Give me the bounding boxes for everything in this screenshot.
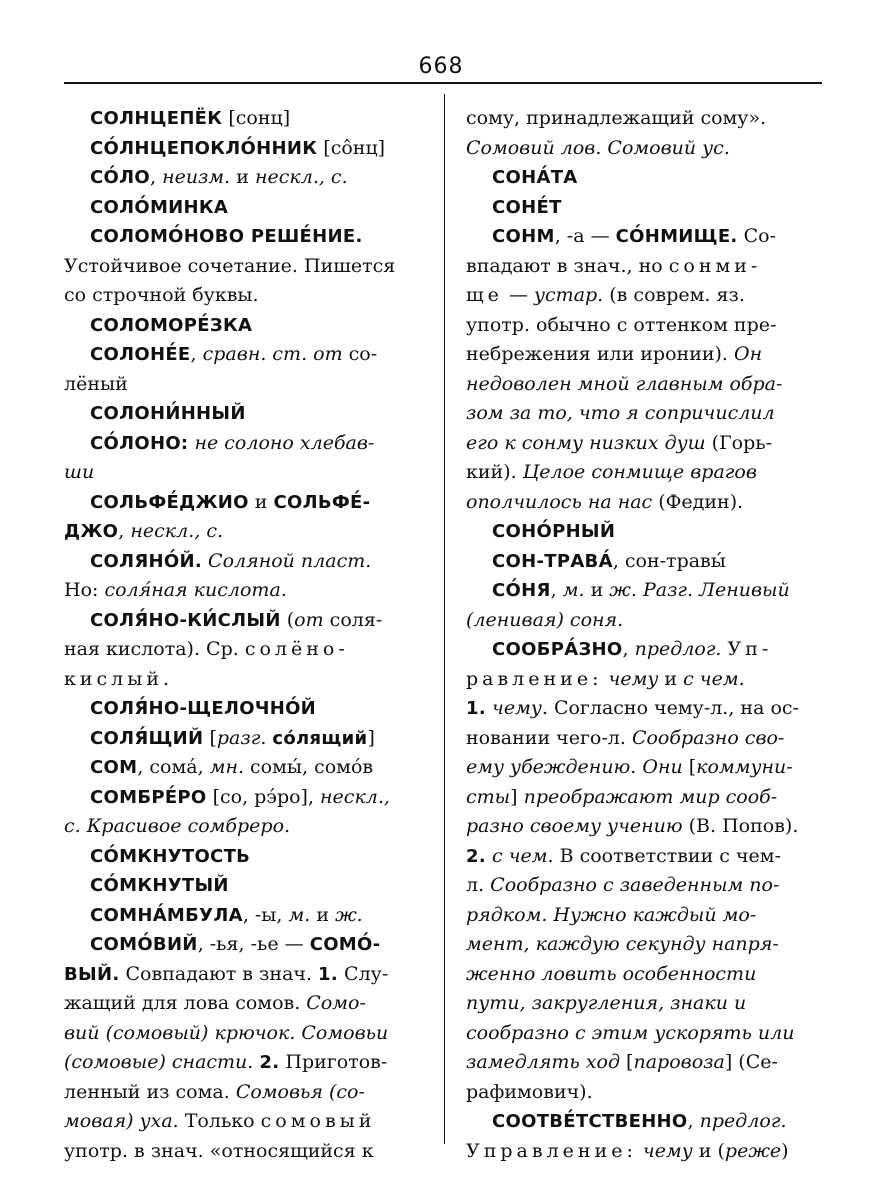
text-run: чему	[642, 1139, 693, 1162]
text-line	[64, 370, 424, 400]
text-run: соля-	[323, 608, 383, 631]
text-line	[466, 753, 826, 783]
text-run: и	[310, 903, 336, 926]
text-run: предлог.	[634, 638, 722, 660]
headword: ВЫЙ.	[64, 963, 120, 985]
text-line	[64, 1078, 424, 1108]
text-run: употр. в знач. «относящийся к	[64, 1139, 374, 1162]
headword: СОЛОМО́НОВО РЕШЕ́НИЕ.	[90, 226, 363, 247]
text-run: Он	[734, 343, 763, 365]
headword: СОМО́ВИЙ	[90, 934, 198, 955]
text-run: устар.	[534, 284, 604, 306]
text-run: л.	[466, 874, 491, 896]
text-run: [сонц]	[222, 107, 291, 129]
text-line	[64, 488, 424, 518]
headword: СОЛНЦЕПЁК	[90, 108, 223, 129]
headword: СОЛЬФЕ́ДЖИО	[90, 491, 249, 513]
text-line	[466, 960, 826, 990]
text-run: ,	[149, 166, 163, 188]
text-run: , сон-травы́	[612, 549, 726, 572]
text-run: ,	[118, 520, 131, 542]
text-line	[64, 930, 424, 960]
text-run: ж.	[335, 903, 363, 926]
text-run: ] (Се-	[724, 1051, 778, 1073]
headword: ДЖО	[64, 521, 119, 542]
text-run: кий).	[466, 461, 523, 483]
text-line	[466, 488, 826, 518]
text-run: нескл., с.	[254, 166, 348, 188]
headword: 1.	[318, 963, 339, 985]
text-line	[64, 635, 424, 665]
text-run: мент, каждую секунду напря-	[466, 933, 779, 955]
text-run: , -а —	[554, 225, 616, 247]
text-line	[466, 576, 826, 606]
text-run: Сообразно сво-	[631, 726, 785, 749]
text-line	[466, 429, 826, 459]
headword: СООБРА́ЗНО	[492, 639, 623, 660]
text-run: Сообразно с заведенным по-	[490, 874, 780, 896]
text-line	[64, 458, 424, 488]
text-run: ополчилось на нас	[466, 490, 653, 513]
text-line	[466, 222, 826, 252]
text-run: м.	[562, 579, 585, 601]
text-line	[466, 783, 826, 813]
text-run: Уп-	[727, 638, 773, 660]
column-divider	[444, 94, 445, 1144]
text-line	[64, 576, 424, 606]
text-run: и	[584, 579, 610, 601]
text-run: Соляной пласт.	[208, 549, 372, 572]
text-line	[64, 1107, 424, 1137]
text-line	[64, 399, 424, 429]
text-run: Сомовья (со-	[235, 1080, 365, 1103]
left-column	[64, 104, 424, 1166]
text-run: коммуни-	[696, 756, 793, 778]
text-run: разно своему учению	[466, 815, 683, 837]
text-run: Но:	[64, 579, 105, 601]
text-run: Слу-	[338, 962, 389, 985]
text-run: ная кислота). Ср.	[64, 638, 245, 660]
text-line	[64, 606, 424, 636]
text-run: рядком. Нужно каждый мо-	[466, 903, 757, 926]
text-line	[466, 606, 826, 636]
text-run: его к сонму низких душ	[466, 431, 706, 454]
text-run: [	[682, 756, 697, 778]
text-run: —	[502, 284, 535, 306]
text-run: Приготов-	[279, 1051, 388, 1073]
text-run: соля́ная кислота.	[104, 579, 287, 601]
text-line	[466, 1137, 826, 1167]
text-run: зом за то, что я сопричислил	[466, 402, 775, 424]
text-run: небрежения или иронии).	[466, 343, 735, 365]
text-run: солёно-	[244, 638, 349, 660]
text-line	[466, 104, 826, 134]
text-run: с чем.	[492, 844, 554, 867]
text-run: чему.	[492, 697, 548, 719]
text-line	[64, 960, 424, 990]
text-run: [со̂нц]	[317, 136, 386, 159]
text-run: замедлять ход	[466, 1051, 621, 1073]
text-run: от	[294, 608, 324, 631]
text-run: ему убеждению. Они	[466, 756, 683, 778]
text-line	[466, 812, 826, 842]
text-run: равление:	[466, 667, 603, 690]
text-run: (В. Попов).	[682, 815, 799, 837]
text-line	[466, 842, 826, 872]
text-line	[64, 311, 424, 341]
text-run: и	[658, 667, 684, 690]
text-line	[466, 1078, 826, 1108]
text-run: , -ы,	[242, 903, 289, 926]
headword: СОЛЯНО́Й.	[90, 550, 202, 572]
headword: СОЛОМОРЕ́ЗКА	[90, 314, 253, 336]
text-line	[64, 134, 424, 164]
text-run: впадают в знач., но	[466, 254, 669, 277]
text-line	[64, 281, 424, 311]
text-run: м.	[288, 903, 311, 926]
headword: СОМБРЕ́РО	[90, 786, 207, 808]
text-run: со-	[342, 343, 378, 365]
text-line	[64, 163, 424, 193]
text-line	[64, 989, 424, 1019]
headword: СО́МКНУТЫЙ	[90, 875, 229, 896]
text-run: женно ловить особенности	[466, 962, 757, 985]
headword: СОЛОНИ́ННЫЙ	[90, 403, 246, 424]
text-line	[64, 871, 424, 901]
headword: СОМНА́МБУЛА	[90, 904, 243, 926]
text-run: нескл.,	[320, 785, 390, 808]
text-run: Только	[178, 1110, 261, 1132]
text-line	[466, 458, 826, 488]
text-run: недоволен мной главным обра-	[466, 372, 783, 395]
text-run: , сома́,	[137, 756, 210, 778]
text-line	[64, 812, 424, 842]
text-line	[466, 1048, 826, 1078]
text-line	[466, 694, 826, 724]
text-line	[466, 547, 826, 577]
text-run: (	[280, 608, 295, 631]
text-line	[64, 104, 424, 134]
text-line	[64, 665, 424, 695]
text-run: Сомовий лов. Сомовий ус.	[466, 136, 730, 159]
text-run: сравн. ст. от	[202, 343, 343, 365]
headword: СОН-ТРАВА́	[492, 550, 613, 572]
text-run: В соответствии с чем-	[553, 844, 781, 867]
text-run: разг.	[216, 726, 267, 749]
headword: СОЛЯ́НО-ЩЕЛОЧНО́Й	[90, 698, 317, 719]
text-line	[466, 399, 826, 429]
text-run: не солоно хлебав-	[194, 431, 375, 454]
text-run: вий (сомовый) крючок. Сомовьи	[64, 1021, 389, 1044]
headword: 2.	[259, 1052, 280, 1073]
text-run: сомы́, сомо́в	[244, 756, 374, 778]
text-run: нескл., с.	[130, 520, 224, 542]
headword: СОЛО́МИНКА	[90, 196, 229, 218]
text-line	[466, 1107, 826, 1137]
headword: 1.	[466, 698, 486, 719]
headword: СОМ	[90, 757, 138, 778]
text-run: мовая) уха.	[64, 1110, 179, 1132]
headword: СОЛЬФЕ́-	[273, 491, 371, 513]
text-run: Целое сонмище врагов	[522, 461, 757, 483]
text-run: Со-	[737, 225, 776, 247]
text-run: реже	[724, 1139, 782, 1162]
text-run: мн.	[209, 756, 244, 778]
headword: 2.	[466, 845, 486, 867]
text-line	[64, 694, 424, 724]
text-run: паровоза	[633, 1051, 725, 1073]
headword: СО́ЛОНО:	[90, 432, 189, 454]
text-line	[64, 517, 424, 547]
text-line	[64, 193, 424, 223]
text-run: употр. обычно с оттенком пре-	[466, 313, 777, 336]
text-run: чему	[608, 667, 659, 690]
page-number: 668	[418, 54, 464, 79]
text-line	[64, 547, 424, 577]
text-run: ,	[687, 1110, 700, 1132]
text-run: ще	[466, 284, 503, 306]
text-run: ]	[510, 785, 524, 808]
text-line	[64, 1137, 424, 1167]
text-line	[466, 989, 826, 1019]
text-run: жащий для лова сомов.	[64, 992, 307, 1014]
text-line	[64, 222, 424, 252]
text-run: Устойчивое сочетание. Пишется	[64, 254, 396, 277]
text-line	[466, 665, 826, 695]
text-run: ,	[622, 638, 635, 660]
text-line	[466, 134, 826, 164]
text-line	[466, 635, 826, 665]
text-line	[64, 252, 424, 282]
text-run: , -ья, -ье —	[197, 933, 310, 955]
headword: СО́МКНУТОСТЬ	[90, 845, 251, 867]
headword: СОЛЯ́ЩИЙ	[90, 727, 204, 749]
text-run: сонми-	[668, 254, 762, 277]
text-run: преображают мир сооб-	[523, 785, 778, 808]
text-run: лёный	[64, 372, 128, 395]
text-line	[64, 340, 424, 370]
text-run: [	[203, 726, 217, 749]
headword: СО́НЯ	[492, 580, 551, 601]
text-line	[64, 429, 424, 459]
text-run: (сомовые) снасти.	[64, 1051, 254, 1073]
text-line	[64, 753, 424, 783]
text-run: сообразно с этим ускорять или	[466, 1021, 795, 1044]
text-run: рафимович).	[466, 1080, 593, 1103]
text-line	[64, 1048, 424, 1078]
header-rule	[64, 82, 822, 84]
text-line	[64, 901, 424, 931]
text-run: и	[230, 166, 255, 188]
text-line	[466, 340, 826, 370]
text-line	[466, 1019, 826, 1049]
headword: СОНА́ТА	[492, 167, 578, 188]
text-line	[466, 930, 826, 960]
text-run: сты	[466, 785, 511, 808]
text-line	[64, 1019, 424, 1049]
headword: СО́НМИЩЕ.	[615, 226, 738, 247]
text-line	[64, 724, 424, 754]
text-line	[466, 370, 826, 400]
text-run: сому, принадлежащий сому».	[466, 107, 767, 129]
text-run: ,	[190, 343, 203, 365]
text-line	[466, 311, 826, 341]
text-run: и	[248, 490, 274, 513]
text-run: ж. Разг. Ленивый	[609, 579, 790, 601]
text-line	[64, 783, 424, 813]
text-run: Совпадают в знач.	[119, 962, 319, 985]
text-run: с чем.	[683, 667, 745, 690]
text-run: с. Красивое сомбреро.	[64, 815, 291, 837]
text-run: (Федин).	[652, 490, 744, 513]
text-run: [	[620, 1051, 634, 1073]
text-line	[466, 281, 826, 311]
text-run: [со, рэ́ро],	[206, 785, 321, 808]
text-run: неизм.	[162, 166, 231, 188]
headword: СО́ЛО	[90, 167, 150, 188]
text-run: ,	[550, 579, 563, 601]
text-run: новании чего-л.	[466, 726, 632, 749]
text-run: предлог.	[699, 1110, 787, 1132]
text-run: сомовый	[260, 1110, 376, 1132]
text-run: Управление:	[466, 1139, 637, 1162]
text-run: )	[781, 1139, 789, 1162]
headword: со́лящий	[272, 727, 368, 749]
text-run: (ленивая) соня.	[466, 608, 624, 631]
headword: СОНМ	[492, 226, 555, 247]
text-line	[466, 163, 826, 193]
text-run: пути, закругления, знаки и	[466, 992, 747, 1014]
headword: СОЛОНЕ́Е	[90, 344, 191, 365]
text-run: (Горь-	[705, 431, 773, 454]
text-line	[466, 517, 826, 547]
text-run: (в соврем. яз.	[603, 284, 745, 306]
headword: СООТВЕ́ТСТВЕННО	[492, 1111, 688, 1132]
text-run: ленный из сома.	[64, 1080, 236, 1103]
right-column	[466, 104, 826, 1166]
headword: СОЛЯ́НО-КИ́СЛЫЙ	[90, 609, 281, 631]
text-line	[466, 901, 826, 931]
text-run: ши	[64, 461, 95, 483]
text-run: Сомо-	[306, 992, 366, 1014]
text-line	[466, 871, 826, 901]
headword: СО́ЛНЦЕПОКЛО́ННИК	[90, 137, 318, 159]
text-line	[64, 842, 424, 872]
text-run: ]	[367, 726, 375, 749]
text-run: Согласно чему-л., на ос-	[547, 697, 799, 719]
headword: СОНО́РНЫЙ	[492, 521, 616, 542]
headword: СОМО́-	[309, 934, 381, 955]
text-line	[466, 252, 826, 282]
text-line	[466, 193, 826, 223]
text-run: кислый.	[64, 667, 174, 690]
headword: СОНЕ́Т	[492, 196, 562, 218]
text-run: и (	[692, 1139, 725, 1162]
text-line	[466, 724, 826, 754]
text-run: со строчной буквы.	[64, 284, 259, 306]
